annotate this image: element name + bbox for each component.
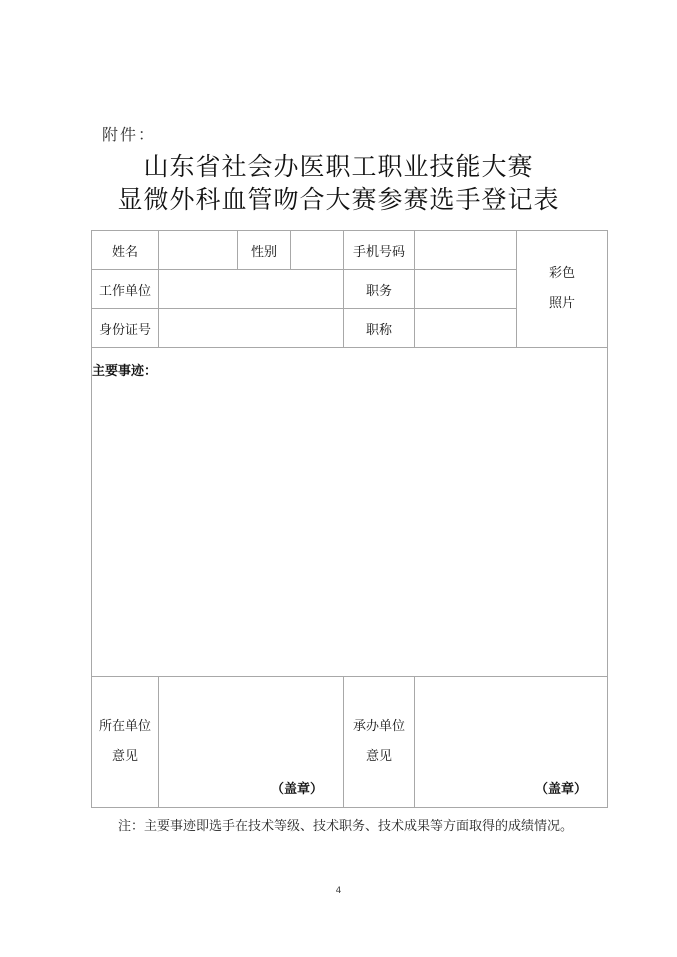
- main-deeds-field[interactable]: [92, 348, 608, 677]
- gender-label: 性别: [238, 231, 291, 270]
- phone-label: 手机号码: [344, 231, 415, 270]
- unit-opinion-label-line1: 所在单位: [98, 719, 151, 734]
- id-number-label: 身份证号: [92, 309, 159, 348]
- name-field[interactable]: [159, 231, 238, 270]
- gender-field[interactable]: [291, 231, 344, 270]
- host-seal-label: （盖章）: [534, 782, 587, 797]
- position-field[interactable]: [415, 270, 517, 309]
- unit-opinion-label-line2: 意见: [111, 749, 138, 764]
- title-line-2: 显微外科血管吻合大赛参赛选手登记表: [117, 185, 560, 214]
- photo-cell[interactable]: [517, 231, 608, 348]
- page-number: 4: [335, 886, 342, 896]
- registration-form-table: [91, 230, 608, 808]
- main-deeds-label: 主要事迹：: [92, 364, 158, 379]
- workplace-field[interactable]: [159, 270, 344, 309]
- unit-seal-label: （盖章）: [270, 782, 323, 797]
- unit-opinion-label: [92, 677, 159, 808]
- host-opinion-label-line2: 意见: [365, 749, 392, 764]
- professional-title-label: 职称: [344, 309, 415, 348]
- host-opinion-label: [344, 677, 415, 808]
- title-line-1: 山东省社会办医职工职业技能大赛: [143, 152, 534, 181]
- professional-title-field[interactable]: [415, 309, 517, 348]
- footnote: 注：主要事迹即选手在技术等级、技术职务、技术成果等方面取得的成绩情况。: [118, 819, 574, 834]
- name-label: 姓名: [92, 231, 159, 270]
- host-opinion-label-line1: 承办单位: [352, 719, 405, 734]
- photo-label-line2: 照片: [548, 296, 575, 311]
- id-number-field[interactable]: [159, 309, 344, 348]
- unit-opinion-field[interactable]: [159, 677, 344, 808]
- photo-label-line1: 彩色: [548, 266, 575, 281]
- workplace-label: 工作单位: [92, 270, 159, 309]
- attachment-label: 附件：: [102, 125, 157, 144]
- host-opinion-field[interactable]: [415, 677, 608, 808]
- phone-field[interactable]: [415, 231, 517, 270]
- position-label: 职务: [344, 270, 415, 309]
